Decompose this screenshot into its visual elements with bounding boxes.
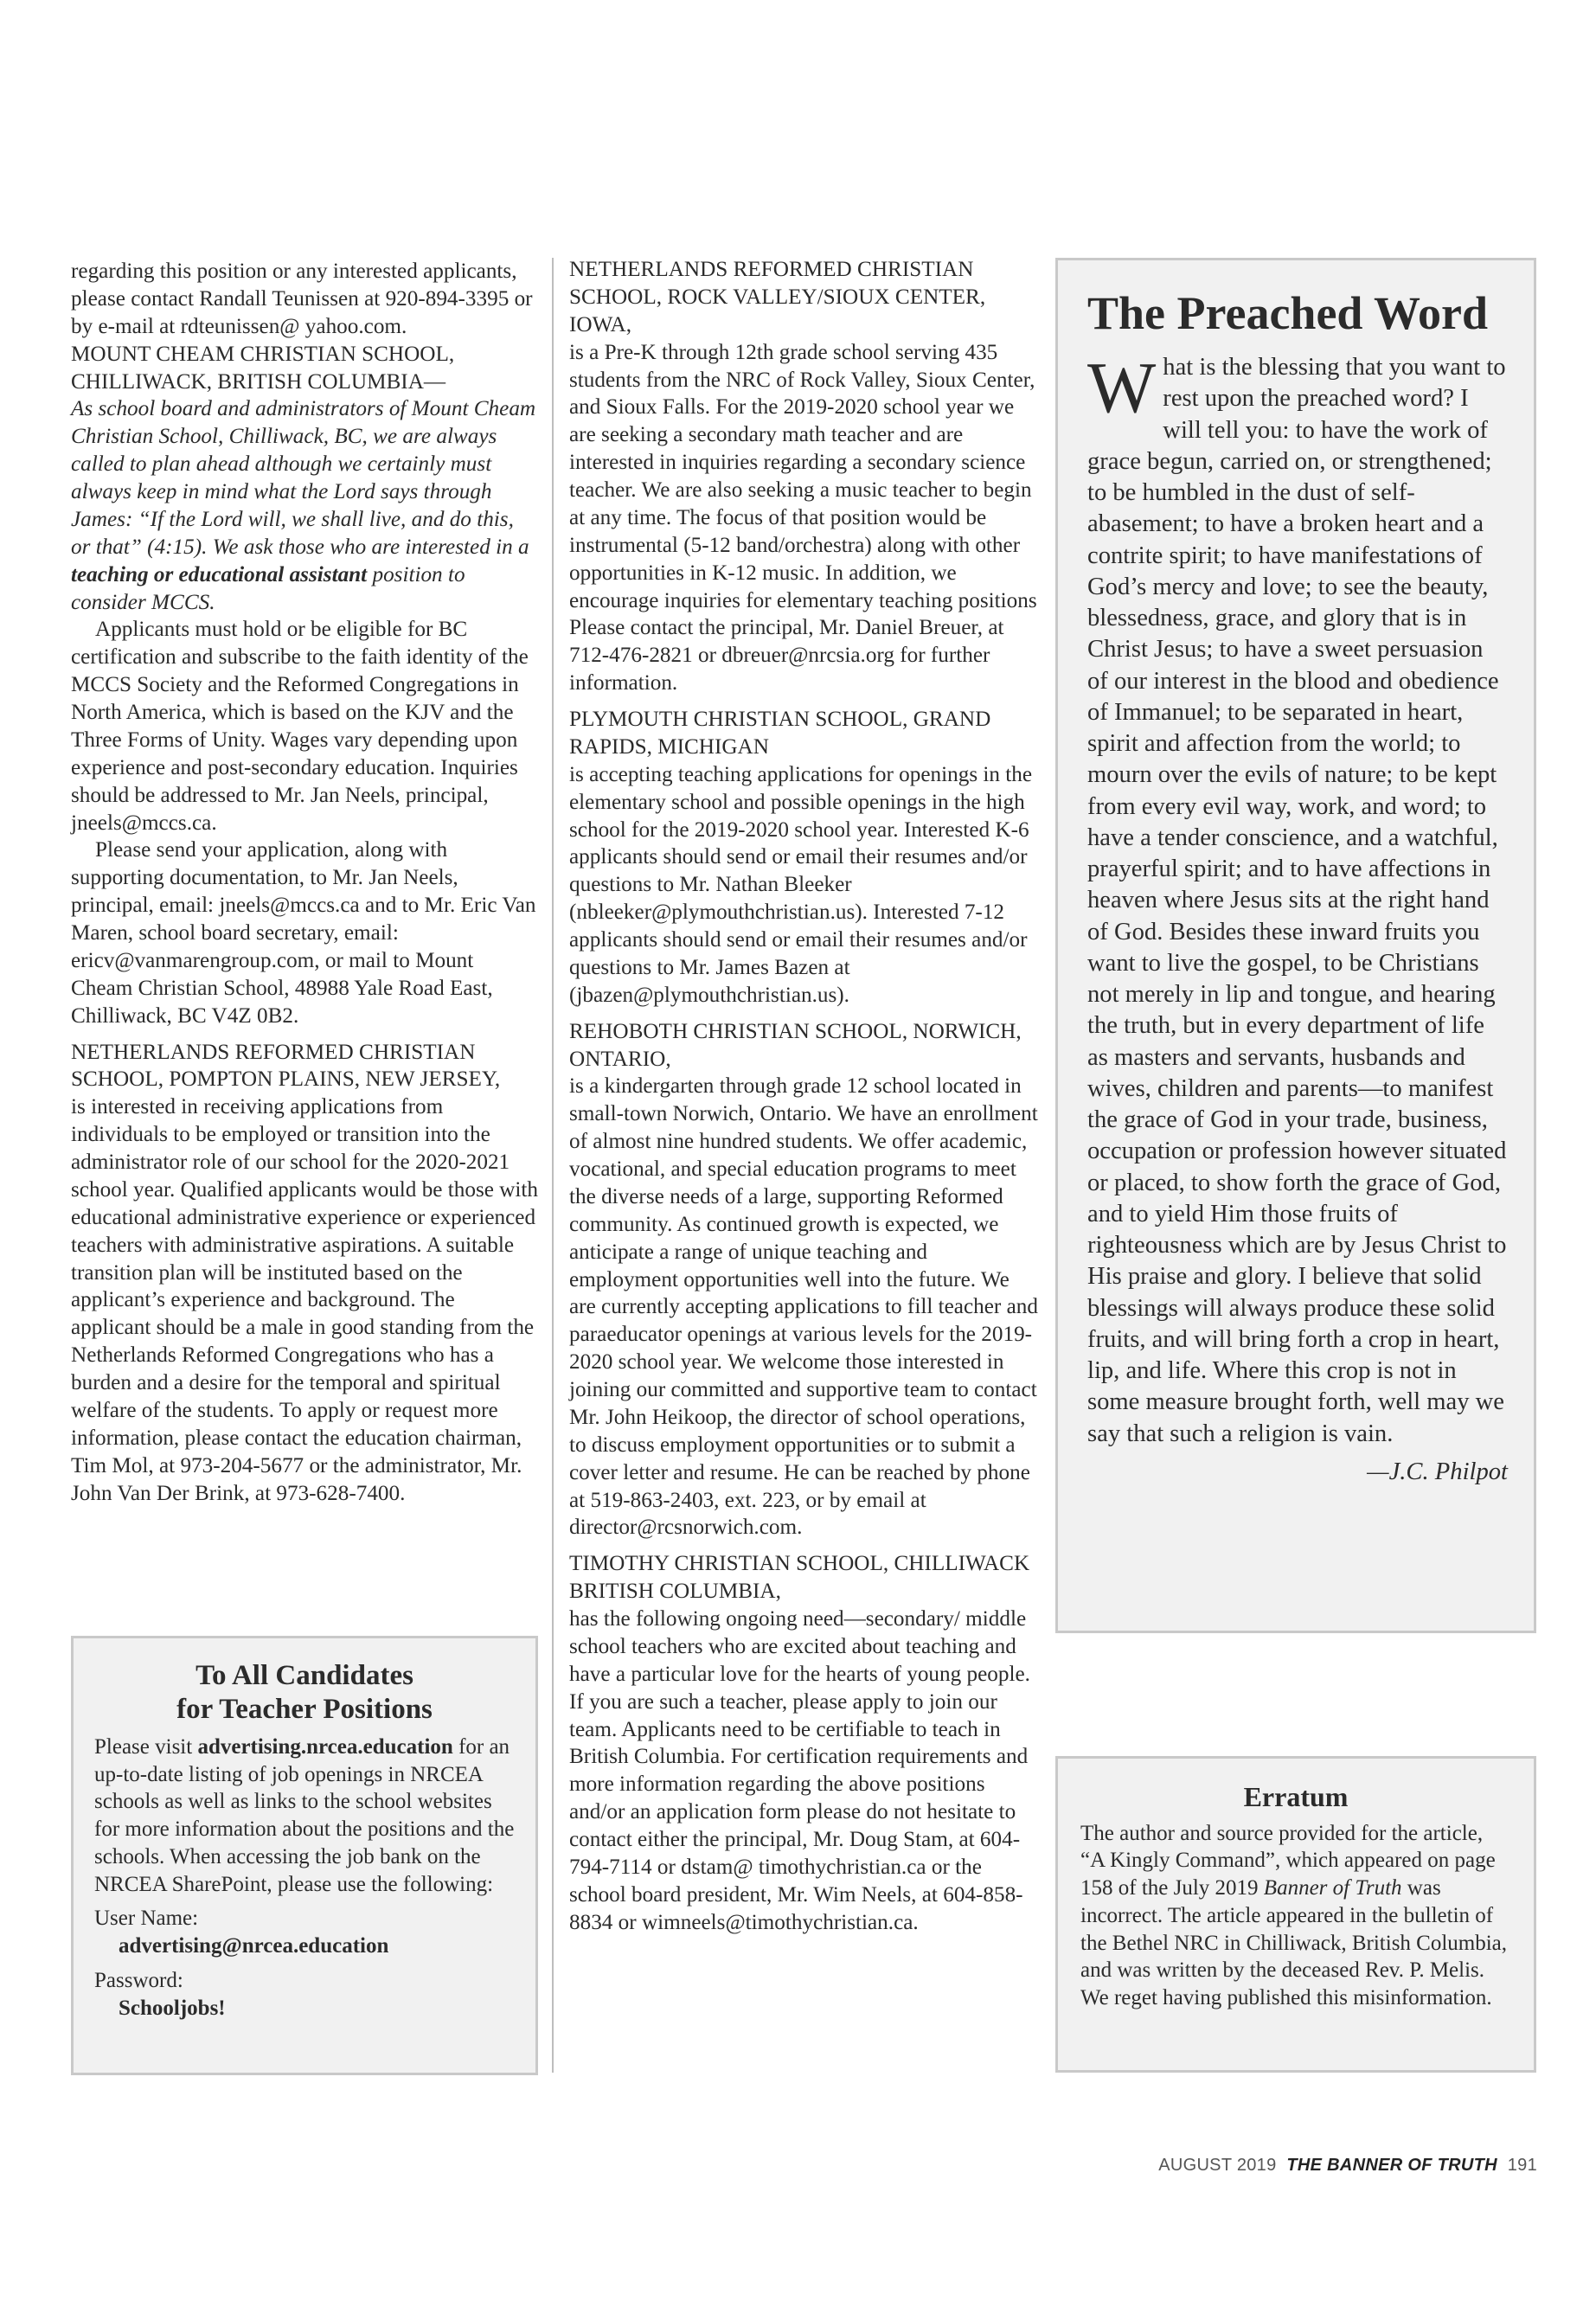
classifieds-column-middle (569, 256, 1041, 1945)
preached-word-box (1055, 258, 1536, 1633)
ad-heading: TIMOTHY CHRISTIAN SCHOOL, CHILLIWACK BRITISH COLUMBIA, (569, 1552, 1030, 1604)
ad-body: is a Pre-K through 12th grade school serving 435 students from the NRC of Rock Valley, Sioux Center, and Sioux Falls. For the 2019-2020 school year we are seeking a secondary math teacher and are interested in inquiries regarding a secondary science teacher. We are also seeking a music teacher to begin at any time. The focus of that position would be instrumental (5-12 band/orchestra) along with other opportunities in K-12 music. In addition, we encourage inquiries for elementary teaching positions Please contact the principal, Mr. Daniel Breuer, at 712-476-2821 or dbreuer@nrcsia.org for further information. (569, 340, 1037, 695)
drop-cap: W (1087, 348, 1157, 429)
page-number: 191 (1507, 2156, 1537, 2175)
ad-continuation: regarding this position or any interested applicants, please contact Randall Teunissen at 920-894-3395 or by e-mail at rdteunissen@ yahoo.com. (71, 260, 533, 338)
box-title: Erratum (1243, 1781, 1349, 1812)
erratum-box (1055, 1756, 1536, 2073)
box-body: Please visit advertising.nrcea.education for an up-to-date listing of job openings in NRCEA schools as well as links to the school websites for more information about the positions and the schools. When accessing the job bank on the NRCEA SharePoint, please use the following: (94, 1734, 515, 1896)
ad-intro-italic: As school board and administrators of Mount Cheam Christian School, Chilliwack, BC, we are always called to plan ahead although we certainly must always keep in mind what the Lord says through James: “If the Lord will, we shall live, and do this, or that” (4:15). We ask those who are interested in a teaching or educational assistant position to consider MCCS. (71, 397, 536, 614)
column-divider (552, 258, 554, 2073)
ad-body: is interested in receiving applications from individuals to be employed or transition into the administrator role of our school for the 2020-2021 school year. Qualified applicants would be those with educational administrative experience or experienced teachers with administrative aspirations. A suitable transition plan will be instituted based on the applicant’s experience and background. The applicant should be a male in good standing from the Netherlands Reformed Congregations who has a burden and a desire for the temporal and spiritual welfare of the students. To apply or request more information, please contact the education chairman, Tim Mol, at 973-204-5677 or the administrator, Mr. John Van Der Brink, at 973-628-7400. (71, 1095, 539, 1505)
issue-date: AUGUST 2019 (1158, 2156, 1277, 2175)
ad-timothy (569, 1550, 1041, 1936)
box-title: To All Candidates for Teacher Positions (176, 1660, 433, 1725)
password-value: Schooljobs! (119, 1996, 226, 2020)
page-footer (1158, 2156, 1537, 2176)
box-title: The Preached Word (1087, 287, 1489, 339)
ad-body: is accepting teaching applications for openings in the elementary school and possible openings in the high school for the 2019-2020 school year. Interested K-6 applicants should send or email their resumes and/or questions to Mr. Nathan Bleeker (nbleeker@plymouthchristian.us). Interested 7-12 applicants should send or email their resumes and/or questions to Mr. James Bazen at (jbazen@plymouthchristian.us). (569, 762, 1033, 1007)
username-label: User Name: (94, 1907, 199, 1931)
ad-paragraph: Please send your application, along with supporting documentation, to Mr. Jan Neels, principal, email: jneels@mccs.ca and to Mr. Eric Van Maren, school board secretary, email: ericv@vanmarengroup.com, or mail to Mount Cheam Christian School, 48988 Yale Road East, Chilliwack, BC V4Z 0B2. (71, 838, 536, 1028)
quote-attribution: —J.C. Philpot (1367, 1458, 1508, 1485)
quote-text: What is the blessing that you want to rest upon the preached word? I will tell you: to have the work of grace begun, carried on, or strengthened; to be humbled in the dust of self-abasement; to have a broken heart and a contrite spirit; to have manifestations of God’s mercy and love; to see the beauty, blessedness, grace, and glory that is in Christ Jesus; to have a sweet persuasion of our interest in the blood and obedience of Immanuel; to be separated in heart, spirit and affection from the world; to mourn over the evils of nature; to be kept from every evil way, work, and word; to have a tender conscience, and a watchful, prayerful spirit; and to have affections in heaven where Jesus sits at the right hand of God. Besides these inward fruits you want to live the gospel, to be Christians not merely in lip and tongue, and hearing the truth, but in every department of life as masters and servants, husbands and wives, children and parents—to manifest the grace of God in your trade, business, occupation or profession however situated or placed, to show forth the grace of God, and to yield Him those fruits of righteousness which are by Jesus Christ to His praise and glory. I believe that solid blessings will always produce these solid fruits, and will bring forth a crop in heart, lip, and life. Where this crop is not in some measure brought forth, well may we say that such a religion is vain. (1087, 348, 1507, 1447)
ad-heading: NETHERLANDS REFORMED CHRISTIAN SCHOOL, POMPTON PLAINS, NEW JERSEY, (71, 1040, 501, 1092)
ad-heading: REHOBOTH CHRISTIAN SCHOOL, NORWICH, ONTARIO, (569, 1019, 1022, 1071)
ad-heading: NETHERLANDS REFORMED CHRISTIAN SCHOOL, ROCK VALLEY/SIOUX CENTER, IOWA, (569, 258, 986, 336)
publication-title: Banner of Truth (1263, 1876, 1402, 1900)
job-bank-link[interactable]: advertising.nrcea.education (197, 1734, 453, 1759)
ad-body: has the following ongoing need—secondary/ middle school teachers who are excited about teaching and have a particular love for the hearts of young people. If you are such a teacher, please apply to join our team. Applicants need to be certifiable to teach in British Columbia. For certification requirements and more information regarding the above positions and/or an application form please do not hesitate to contact either the principal, Mr. Doug Stam, at 604-794-7114 or dstam@ timothychristian.ca or the school board president, Mr. Wim Neels, at 604-858-8834 or wimneels@timothychristian.ca. (569, 1607, 1030, 1934)
password-label: Password: (94, 1968, 183, 1992)
ad-paragraph: Applicants must hold or be eligible for BC certification and subscribe to the faith identity of the MCCS Society and the Reformed Congregations in North America, which is based on the KJV and the Three Forms of Unity. Wages vary depending upon experience and post-secondary education. Inquiries should be addressed to Mr. Jan Neels, principal, jneels@mccs.ca. (71, 618, 529, 835)
erratum-text: The author and source provided for the article, “A Kingly Command”, which appeared on page 158 of the July 2019 Banner of Truth was incorrect. The article appeared in the bulletin of the Bethel NRC in Chilliwack, British Columbia, and was written by the deceased Rev. P. Melis. We reget having published this misinformation. (1080, 1821, 1508, 2010)
classifieds-column-left (71, 258, 538, 1516)
ad-pompton-plains (71, 1039, 538, 1508)
magazine-title: THE BANNER OF TRUTH (1286, 2156, 1497, 2175)
ad-heading: PLYMOUTH CHRISTIAN SCHOOL, GRAND RAPIDS, MICHIGAN (569, 708, 991, 759)
ad-mount-cheam (71, 341, 538, 1030)
username-value: advertising@nrcea.education (119, 1934, 389, 1958)
ad-body: is a kindergarten through grade 12 school located in small-town Norwich, Ontario. We have an enrollment of almost nine hundred students. We offer academic, vocational, and special education programs to meet the diverse needs of a large, supporting Reformed community. As continued growth is expected, we anticipate a range of unique teaching and employment opportunities well into the future. We are currently accepting applications to fill teacher and paraeducator openings at various levels for the 2019-2020 school year. We welcome those interested in joining our committed and supportive team to contact Mr. John Heikoop, the director of school operations, to discuss employment opportunities or to submit a cover letter and resume. He can be reached by phone at 519-863-2403, ext. 223, or by email at director@rcsnorwich.com. (569, 1074, 1038, 1540)
ad-heading: MOUNT CHEAM CHRISTIAN SCHOOL, CHILLIWACK, BRITISH COLUMBIA— (71, 342, 455, 394)
ad-rehoboth (569, 1018, 1041, 1542)
ad-rock-valley (569, 256, 1041, 697)
ad-plymouth (569, 706, 1041, 1009)
teacher-candidates-box (71, 1636, 538, 2075)
